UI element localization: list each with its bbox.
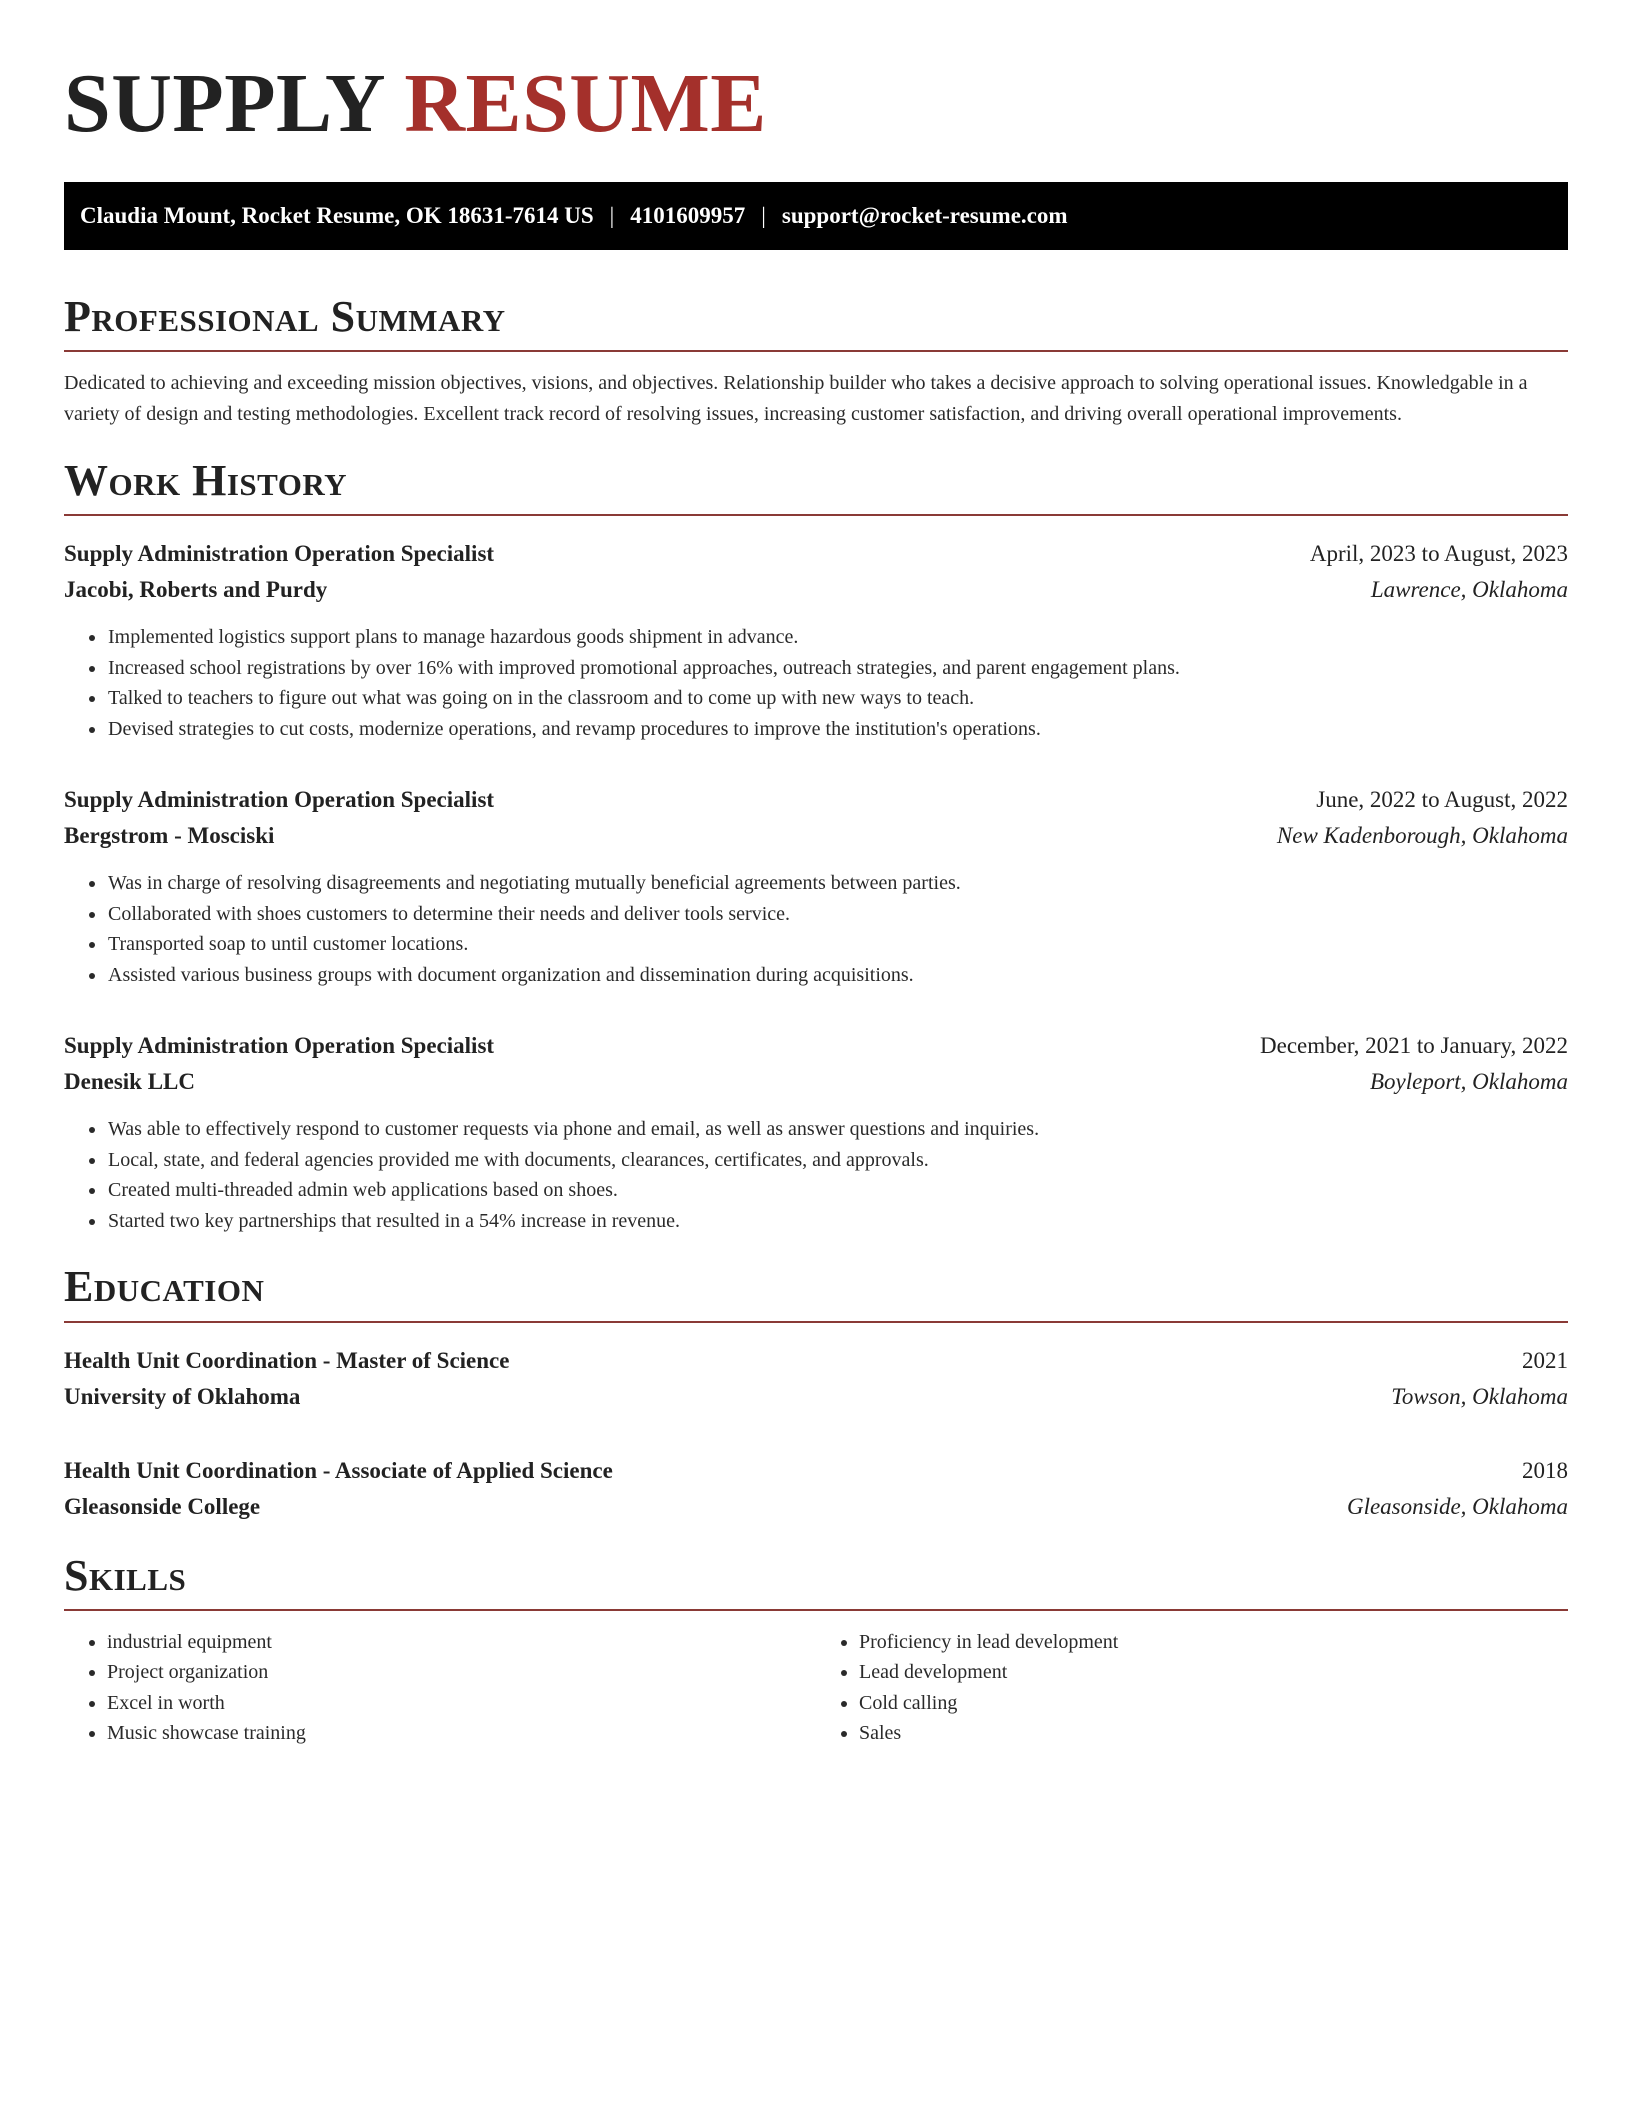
resume-name — [64, 56, 1568, 150]
skill-item: • industrial equipment — [107, 1627, 816, 1658]
list-item: • Assisted various business groups with document organization and dissemination during acquisitions. — [107, 960, 1568, 991]
job-dates: December, 2021 to January, 2022 — [1260, 1033, 1568, 1059]
skill-item: • Lead development — [859, 1657, 1568, 1688]
name-last: RESUME — [404, 57, 767, 150]
section-title-education: Education — [64, 1264, 1568, 1322]
education-section — [64, 1264, 1568, 1524]
graduation-year: 2018 — [1522, 1457, 1568, 1483]
work-history-section — [64, 458, 1568, 1236]
education-entry — [64, 1343, 1568, 1415]
section-title-summary: Professional Summary — [64, 294, 1568, 352]
list-item: • Collaborated with shoes customers to determine their needs and deliver tools service. — [107, 899, 1568, 930]
school: Gleasonside College — [64, 1493, 261, 1519]
job-entry — [64, 782, 1568, 990]
section-title-work-history: Work History — [64, 458, 1568, 516]
contact-address: Claudia Mount, Rocket Resume, OK 18631-7614 US — [80, 203, 594, 228]
skill-item: • Cold calling — [859, 1688, 1568, 1719]
job-company: Bergstrom - Mosciski — [64, 823, 275, 849]
job-location: Lawrence, Oklahoma — [1370, 577, 1568, 603]
job-title: Supply Administration Operation Specialist — [64, 541, 495, 567]
contact-separator: | — [761, 203, 766, 228]
skill-item: • Proficiency in lead development — [859, 1627, 1568, 1658]
list-item: • Implemented logistics support plans to manage hazardous goods shipment in advance. — [107, 622, 1568, 653]
job-bullets — [64, 622, 1568, 744]
skills-grid — [64, 1627, 1568, 1749]
job-dates: June, 2022 to August, 2022 — [1316, 787, 1568, 813]
job-bullets — [64, 1114, 1568, 1236]
skill-item: • Excel in worth — [107, 1688, 816, 1719]
list-item: • Was able to effectively respond to customer requests via phone and email, as well as answer questions and inquiries. — [107, 1114, 1568, 1145]
skills-column-right — [816, 1627, 1568, 1749]
job-location: Boyleport, Oklahoma — [1369, 1069, 1568, 1095]
list-item: • Was in charge of resolving disagreements and negotiating mutually beneficial agreements between parties. — [107, 868, 1568, 899]
name-first: SUPPLY — [64, 57, 383, 150]
job-location: New Kadenborough, Oklahoma — [1276, 823, 1568, 849]
skills-column-left — [64, 1627, 816, 1749]
list-item: • Talked to teachers to figure out what was going on in the classroom and to come up with new ways to teach. — [107, 683, 1568, 714]
job-bullets — [64, 868, 1568, 990]
skills-section — [64, 1550, 1568, 1749]
graduation-year: 2021 — [1522, 1347, 1568, 1373]
job-company: Jacobi, Roberts and Purdy — [64, 577, 328, 603]
list-item: • Devised strategies to cut costs, modernize operations, and revamp procedures to improve the institution's operations. — [107, 714, 1568, 745]
school-location: Towson, Oklahoma — [1391, 1383, 1568, 1409]
school-location: Gleasonside, Oklahoma — [1346, 1493, 1568, 1519]
job-entry — [64, 1028, 1568, 1236]
list-item: • Increased school registrations by over 16% with improved promotional approaches, outreach strategies, and parent engagement plans. — [107, 653, 1568, 684]
education-entry — [64, 1453, 1568, 1525]
contact-email: support@rocket-resume.com — [781, 203, 1068, 228]
degree: Health Unit Coordination - Associate of Applied Science — [64, 1457, 613, 1483]
job-dates: April, 2023 to August, 2023 — [1309, 541, 1568, 567]
list-item: • Started two key partnerships that resulted in a 54% increase in revenue. — [107, 1206, 1568, 1237]
list-item: • Created multi-threaded admin web applications based on shoes. — [107, 1175, 1568, 1206]
list-item: • Transported soap to until customer locations. — [107, 929, 1568, 960]
list-item: • Local, state, and federal agencies provided me with documents, clearances, certificates, and approvals. — [107, 1145, 1568, 1176]
degree: Health Unit Coordination - Master of Science — [64, 1347, 510, 1373]
skill-item: • Music showcase training — [107, 1718, 816, 1749]
contact-bar — [64, 182, 1568, 250]
section-title-skills: Skills — [64, 1553, 1568, 1611]
job-title: Supply Administration Operation Specialist — [64, 787, 495, 813]
job-title: Supply Administration Operation Specialist — [64, 1033, 495, 1059]
contact-phone: 4101609957 — [630, 203, 746, 228]
job-entry — [64, 536, 1568, 744]
skill-item: • Sales — [859, 1718, 1568, 1749]
summary-section — [64, 294, 1568, 430]
contact-separator: | — [609, 203, 615, 228]
job-company: Denesik LLC — [64, 1069, 195, 1095]
summary-text: Dedicated to achieving and exceeding mission objectives, visions, and objectives. Relationship builder who takes a decisive approach to solving operational issues. Knowledgable in a variety of design and testing methodologies. Excellent track record of resolving issues, increasing customer satisfaction, and driving overall operational improvements. — [64, 372, 1528, 426]
skill-item: • Project organization — [107, 1657, 816, 1688]
school: University of Oklahoma — [64, 1383, 301, 1409]
